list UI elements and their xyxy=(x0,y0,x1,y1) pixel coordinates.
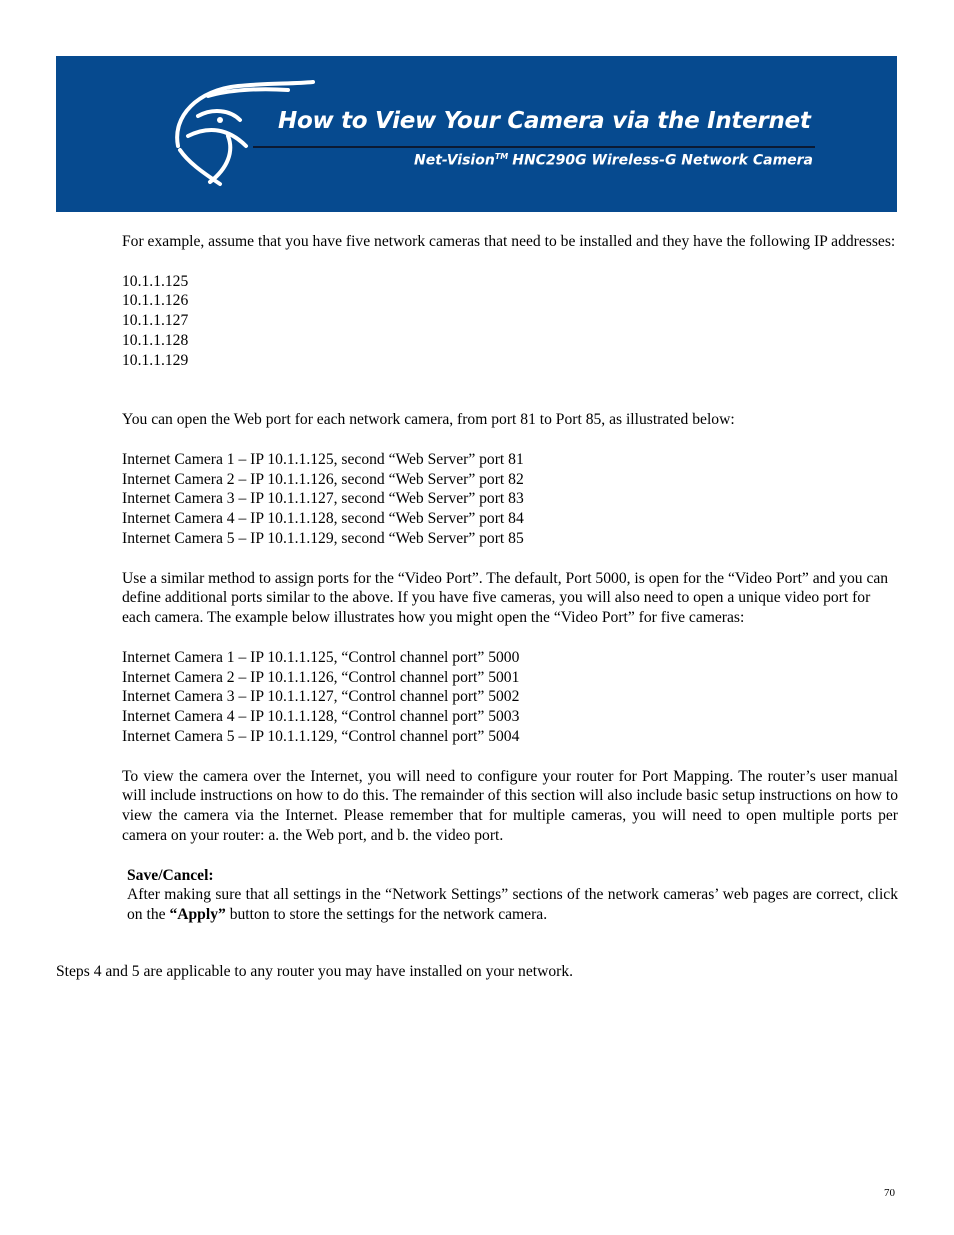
list-item: Internet Camera 2 – IP 10.1.1.126, second “Web Server” port 82 xyxy=(122,470,524,488)
list-item: Internet Camera 5 – IP 10.1.1.129, “Control channel port” 5004 xyxy=(122,727,520,745)
banner-title: How to View Your Camera via the Internet xyxy=(278,108,811,134)
list-item: Internet Camera 1 – IP 10.1.1.125, “Control channel port” 5000 xyxy=(122,648,520,666)
list-item: 10.1.1.125 xyxy=(122,272,189,290)
web-port-intro: You can open the Web port for each network camera, from port 81 to Port 85, as illustrated below: xyxy=(122,411,735,429)
header-banner xyxy=(56,56,897,212)
main-content xyxy=(122,232,898,925)
router-paragraph: To view the camera over the Internet, you will need to configure your router for Port Mapping. The router’s user manual will include instructions on how to do this. The remainder of this section will also include basic setup instructions on how to view the camera via the Internet. Please remember that for multiple cameras, you will need to open multiple ports per camera on your router: a. the Web port, and b. the video port. xyxy=(122,767,898,844)
list-item: 10.1.1.127 xyxy=(122,312,189,330)
steps-note: Steps 4 and 5 are applicable to any router you may have installed on your network. xyxy=(56,963,574,980)
list-item: Internet Camera 3 – IP 10.1.1.127, “Control channel port” 5002 xyxy=(122,688,520,706)
save-text-after: button to store the settings for the network camera. xyxy=(225,906,548,924)
save-cancel-heading: Save/Cancel: xyxy=(127,866,214,884)
save-cancel-section xyxy=(127,866,898,925)
list-item: Internet Camera 5 – IP 10.1.1.129, second “Web Server” port 85 xyxy=(122,529,524,547)
banner-subtitle xyxy=(414,152,813,169)
list-item: Internet Camera 3 – IP 10.1.1.127, second “Web Server” port 83 xyxy=(122,490,524,508)
save-cancel-text xyxy=(127,885,898,925)
list-item: Internet Camera 4 – IP 10.1.1.128, second “Web Server” port 84 xyxy=(122,510,524,528)
web-port-list xyxy=(122,450,898,549)
list-item: 10.1.1.129 xyxy=(122,351,189,369)
save-text-before: After making sure that all settings in the “Network Settings” sections of the network cameras’ web pages are correct, click on the xyxy=(127,886,898,924)
subtitle-brand: Net-Vision xyxy=(414,152,495,169)
list-item: Internet Camera 4 – IP 10.1.1.128, “Control channel port” 5003 xyxy=(122,708,520,726)
list-item: 10.1.1.128 xyxy=(122,331,189,349)
intro-paragraph: For example, assume that you have five network cameras that need to be installed and they have the following IP addresses: xyxy=(122,233,896,250)
apply-label: “Apply” xyxy=(169,906,226,924)
list-item: Internet Camera 1 – IP 10.1.1.125, second “Web Server” port 81 xyxy=(122,450,524,468)
video-port-intro: Use a similar method to assign ports for the “Video Port”. The default, Port 5000, is open for the “Video Port” and you can define additional ports similar to the above. If you have five cameras, you will also need to open a unique video port for each camera. The example below illustrates how you might open the “Video Port” for five cameras: xyxy=(122,569,889,627)
control-port-list xyxy=(122,648,898,747)
subtitle-product: HNC290G Wireless-G Network Camera xyxy=(512,152,814,169)
trademark-mark: TM xyxy=(494,152,509,161)
banner-divider xyxy=(253,146,815,148)
list-item: 10.1.1.126 xyxy=(122,292,189,310)
list-item: Internet Camera 2 – IP 10.1.1.126, “Control channel port” 5001 xyxy=(122,668,520,686)
page-number: 70 xyxy=(884,1187,895,1199)
